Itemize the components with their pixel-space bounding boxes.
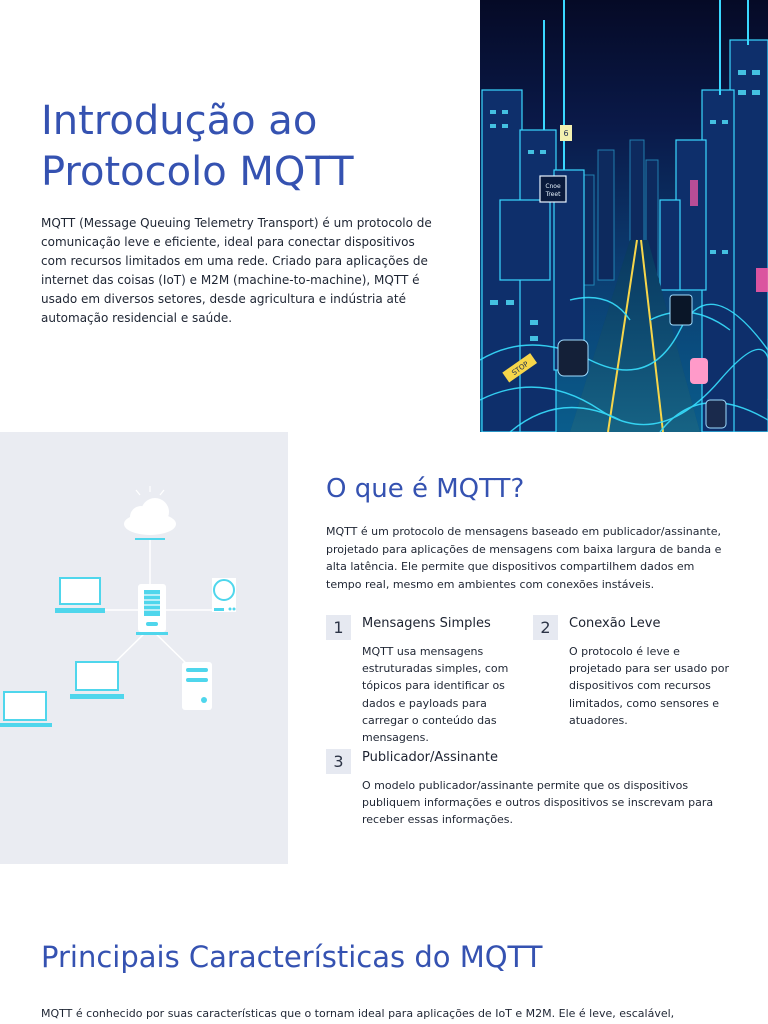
hero-section <box>0 0 768 432</box>
intro-paragraph: MQTT (Message Queuing Telemetry Transport) é um protocolo de comunicação leve e eficiente, ideal para conectar dispositivos com recursos limitados em uma rede. Criado para aplicações de internet das coisas (IoT) e M2M (machine-to-machine), MQTT é usado em diversos setores, desde agricultura e indústria até automação residencial e saúde. <box>41 216 432 325</box>
feature-number-badge: 3 <box>326 749 351 774</box>
laptop-icon <box>70 662 124 699</box>
sensor-icon <box>212 578 236 612</box>
feature-description: O protocolo é leve e projetado para ser usado por dispositivos com recursos limitados, como sensores e atuadores. <box>569 645 729 727</box>
feature-number-badge: 1 <box>326 615 351 640</box>
network-illustration <box>0 432 288 864</box>
feature-title: Mensagens Simples <box>362 616 491 631</box>
server-icon <box>182 662 212 710</box>
feature-number-badge: 2 <box>533 615 558 640</box>
characteristics-title: Principais Características do MQTT <box>41 940 543 974</box>
feature-title: Publicador/Assinante <box>362 750 498 765</box>
section-paragraph: MQTT é um protocolo de mensagens baseado em publicador/assinante, projetado para aplicações de mensagens com baixa largura de banda e alta latência. Ele permite que dispositivos compartilhem dados em tempo real, mesmo em ambientes com conexões instáveis. <box>326 525 722 591</box>
neon-city-illustration <box>480 0 768 432</box>
broker-server-icon <box>136 584 168 635</box>
cloud-icon <box>124 486 176 540</box>
sign-stop: STOP <box>510 360 531 378</box>
what-is-section <box>0 432 768 864</box>
section-title: O que é MQTT? <box>326 474 525 504</box>
feature-description: O modelo publicador/assinante permite que os dispositivos publiquem informações e outros dispositivos se inscrevam para receber essas informações. <box>362 779 714 827</box>
feature-title: Conexão Leve <box>569 616 661 631</box>
page-title: Introdução ao Protocolo MQTT <box>41 98 354 195</box>
feature-description: MQTT usa mensagens estruturadas simples, com tópicos para identificar os dados e payloads para carregar o conteúdo das mensagens. <box>362 645 509 745</box>
characteristics-paragraph: MQTT é conhecido por suas características que o tornam ideal para aplicações de IoT e M2M. Ele é leve, escalável, <box>41 1007 675 1020</box>
sign-number: 6 <box>563 129 569 138</box>
network-svg <box>0 432 288 864</box>
laptop-icon <box>55 578 105 613</box>
sign-cnoe: Cnoe <box>545 183 561 190</box>
laptop-icon <box>0 692 52 727</box>
city-svg <box>480 0 768 432</box>
sign-treet: Treet <box>545 191 561 198</box>
